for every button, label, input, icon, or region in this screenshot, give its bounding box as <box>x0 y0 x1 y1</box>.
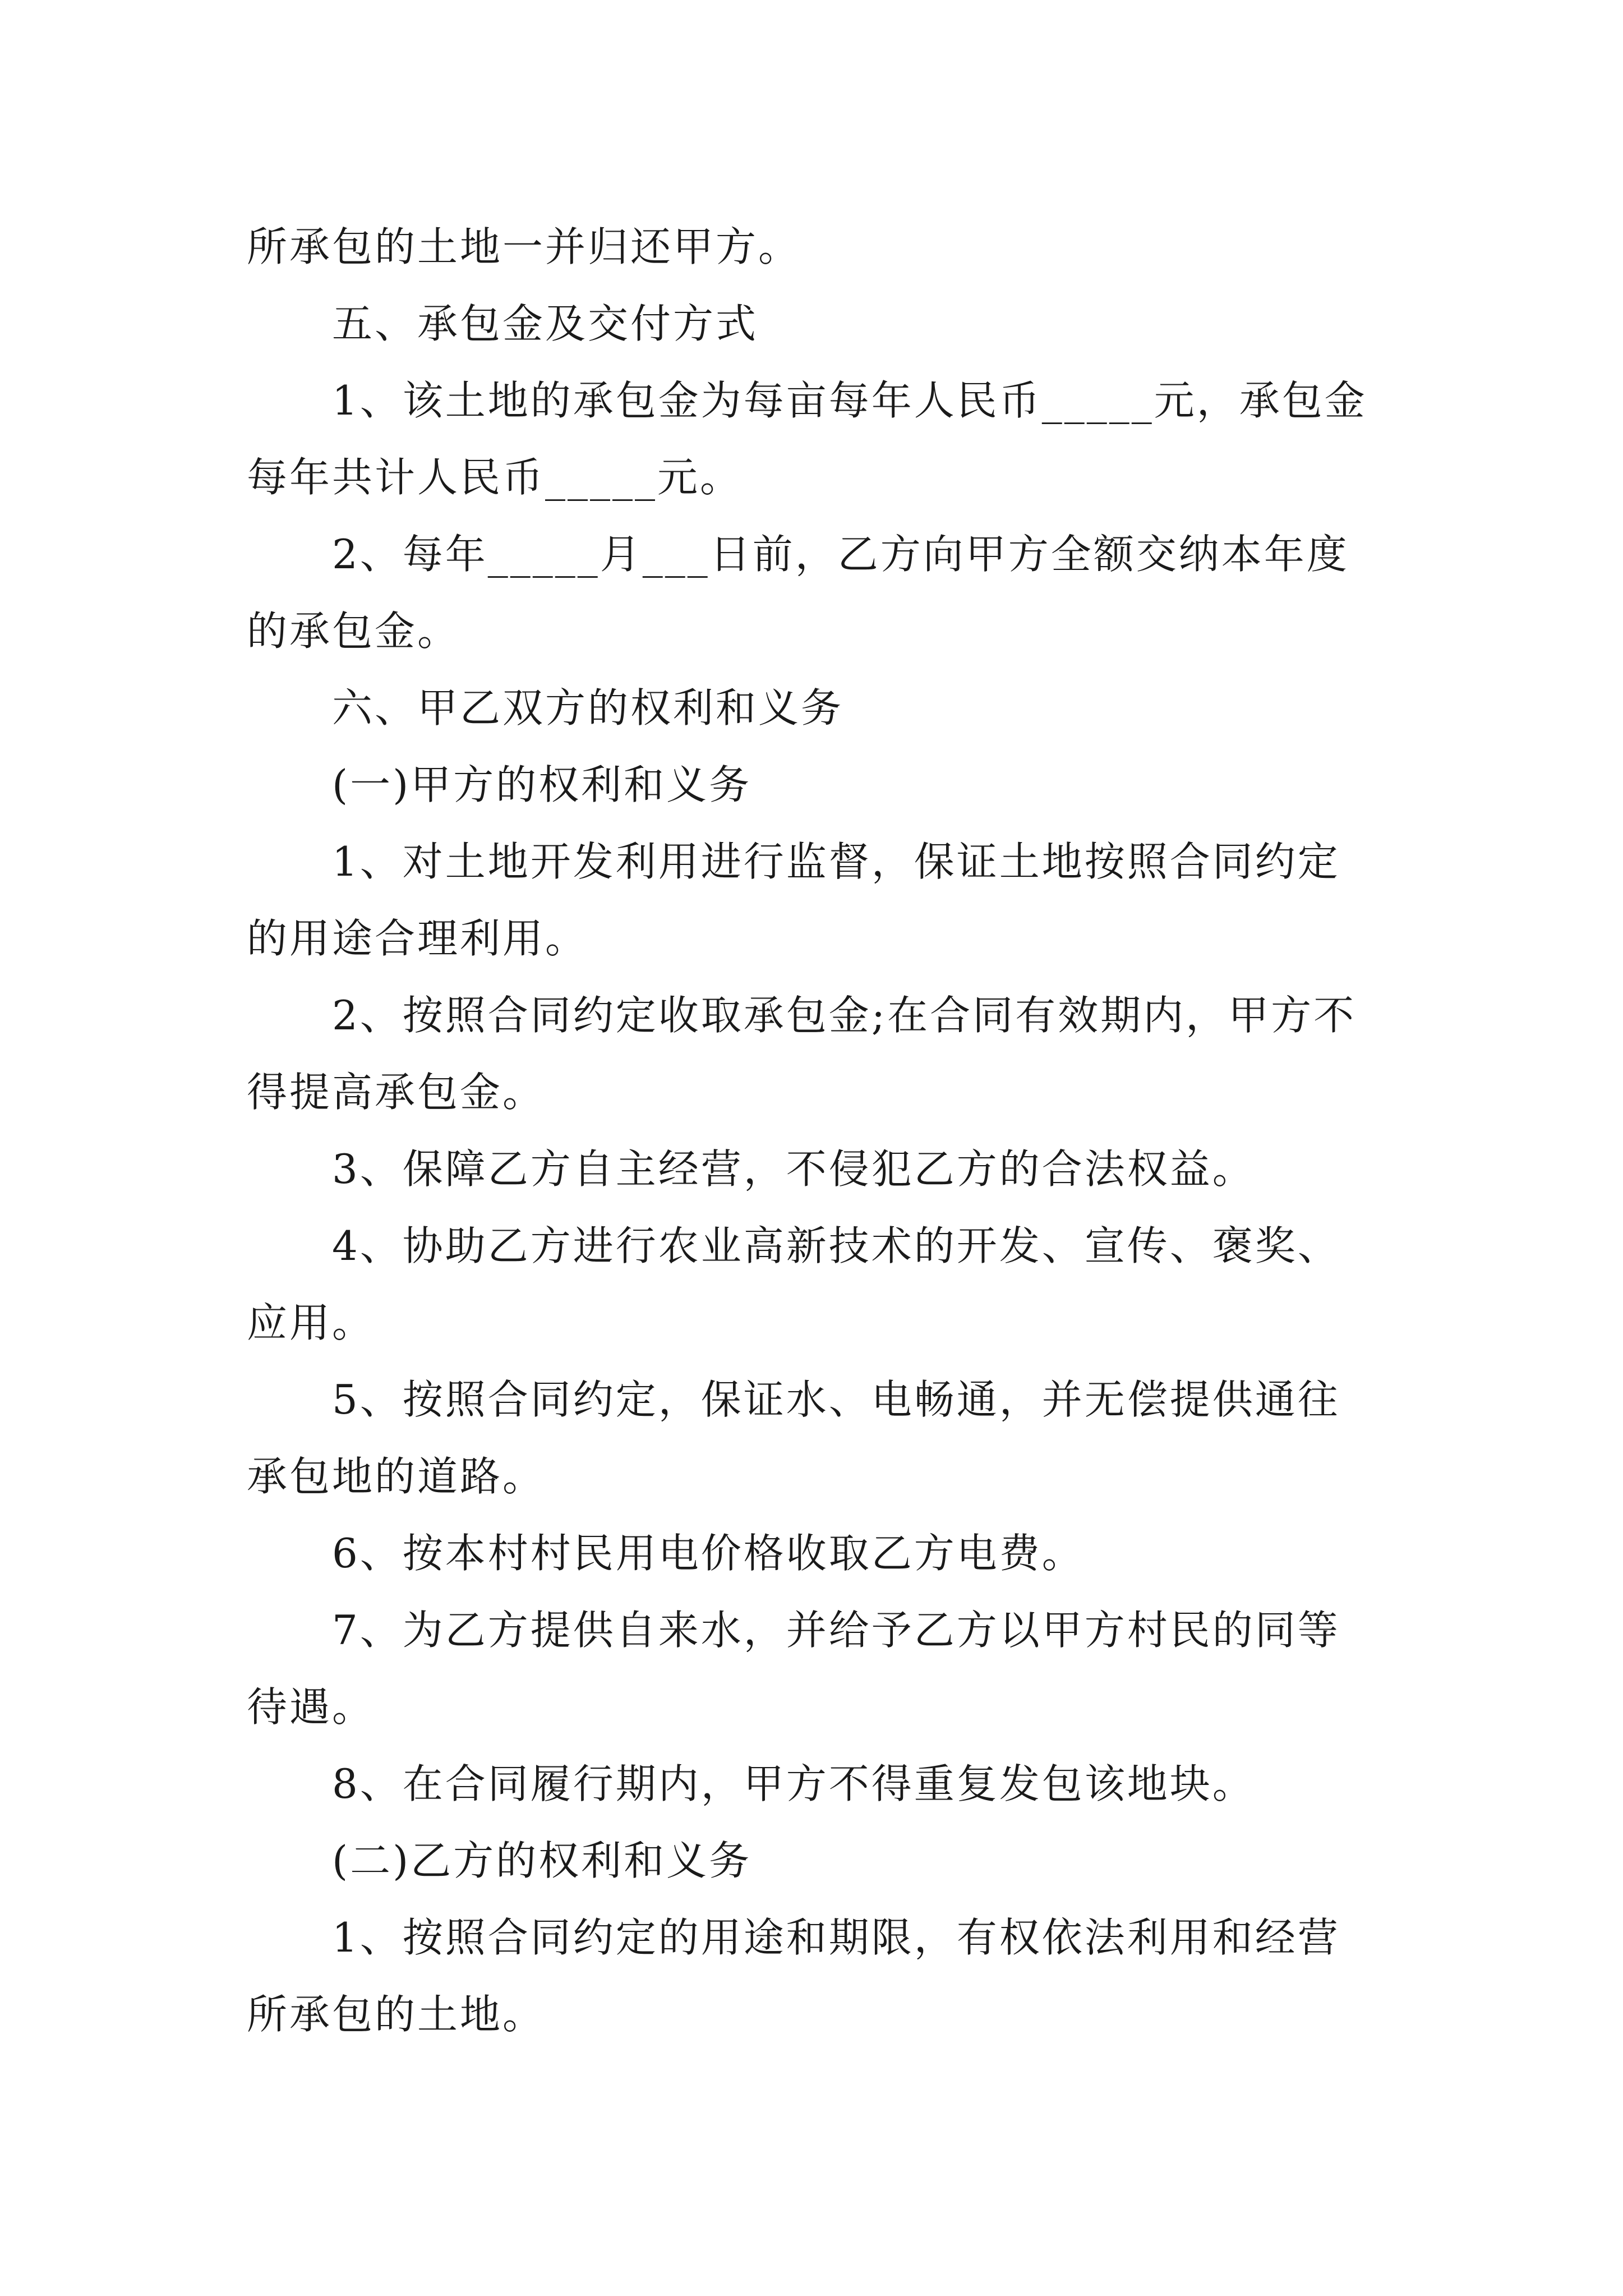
text-line: 的用途合理利用。 <box>247 915 588 962</box>
document-body <box>247 209 1391 2053</box>
text-line: 所承包的土地一并归还甲方。 <box>247 223 801 270</box>
text-line: 每年共计人民币_____元。 <box>247 454 743 501</box>
text-line: 3、保障乙方自主经营，不侵犯乙方的合法权益。 <box>332 1145 1255 1193</box>
text-line: 2、每年_____月___日前，乙方向甲方全额交纳本年度 <box>332 531 1349 578</box>
text-line: 得提高承包金。 <box>247 1069 546 1116</box>
text-line: 6、按本村村民用电价格收取乙方电费。 <box>332 1530 1085 1577</box>
text-line: 应用。 <box>247 1299 375 1346</box>
text-line: 五、承包金及交付方式 <box>332 300 759 347</box>
text-line: 8、在合同履行期内，甲方不得重复发包该地块。 <box>332 1760 1255 1807</box>
text-line: 1、对土地开发利用进行监督，保证土地按照合同约定 <box>332 838 1340 885</box>
text-line: 7、为乙方提供自来水，并给予乙方以甲方村民的同等 <box>332 1607 1340 1654</box>
text-line: (二)乙方的权利和义务 <box>332 1837 752 1884</box>
text-line: 的承包金。 <box>247 608 460 655</box>
text-line: 六、甲乙双方的权利和义务 <box>332 684 844 731</box>
text-line: 1、该土地的承包金为每亩每年人民币_____元，承包金 <box>332 377 1367 424</box>
text-line: 4、协助乙方进行农业高新技术的开发、宣传、褒奖、 <box>332 1222 1340 1269</box>
text-line: 5、按照合同约定，保证水、电畅通，并无偿提供通往 <box>332 1376 1340 1423</box>
text-line: (一)甲方的权利和义务 <box>332 761 752 808</box>
text-line: 承包地的道路。 <box>247 1453 546 1500</box>
text-line: 所承包的土地。 <box>247 1991 546 2038</box>
text-line: 待遇。 <box>247 1683 375 1731</box>
text-line: 2、按照合同约定收取承包金;在合同有效期内，甲方不 <box>332 992 1357 1039</box>
text-line: 1、按照合同约定的用途和期限，有权依法利用和经营 <box>332 1914 1340 1961</box>
